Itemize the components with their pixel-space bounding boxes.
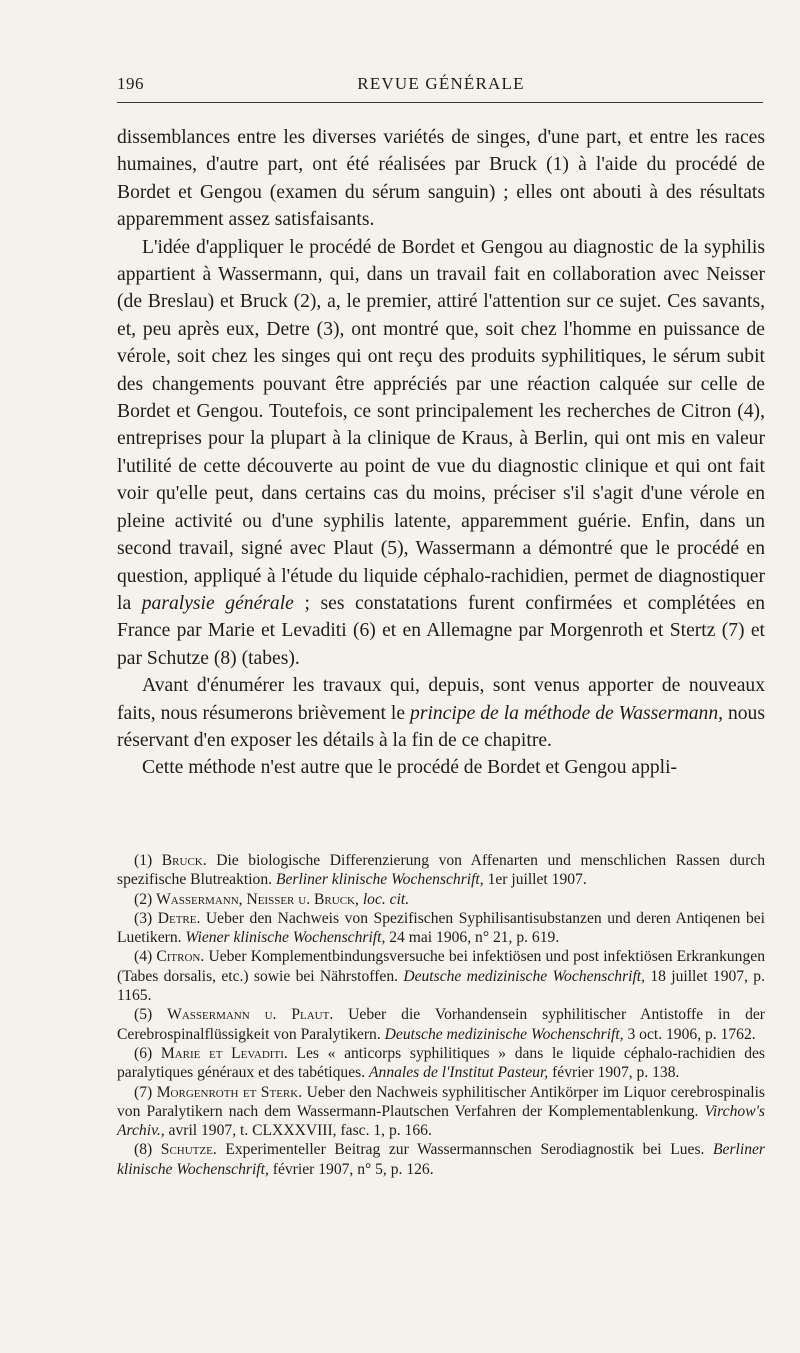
paragraph-4: Cette méthode n'est autre que le procédé de Bordet et Gengou appli-: [142, 757, 678, 779]
footnote-number: (3): [134, 909, 153, 927]
page-header: [117, 74, 765, 100]
footnote-tail: avril 1907, t. CLXXXVIII, fasc. 1, p. 166.: [164, 1122, 432, 1140]
footnote-text: Die biologische Differenzierung von Affenarten und menschlichen Rassen durch spezifische Blutreaktion.: [117, 852, 765, 889]
paragraph-3-part-b: nous réservant d'en exposer les détails à la fin de ce chapitre.: [117, 702, 765, 751]
paragraph-1: dissemblances entre les diverses variétés de singes, d'une part, et entre les races humaines, d'autre part, ont été réalisées par Bruck (1) à l'aide du procédé de Bordet et Gengou (examen du sérum sanguin) ; elles ont abouti à des résultats apparemment assez satisfaisants.: [117, 127, 765, 231]
footnote-7: [117, 1083, 765, 1141]
footnote-journal: Berliner klinische Wochenschrift,: [117, 1141, 765, 1178]
header-rule: [117, 102, 763, 103]
footnote-6: [117, 1044, 765, 1083]
footnote-author: Marie et Levaditi.: [160, 1044, 288, 1062]
paragraph-2-italic: paralysie générale: [141, 592, 294, 614]
footnote-text: Ueber die Vorhandensein syphilitischer Antistoffe in der Cerebrospinalflüssigkeit von Paralytikern.: [117, 1006, 765, 1043]
footnote-tail: 3 oct. 1906, p. 1762.: [623, 1025, 756, 1043]
paragraph-2: [117, 234, 765, 673]
footnote-text: Ueber den Nachweis syphilitischer Antikörper im Liquor cerebrospinalis von Paralytikern nach dem Wassermann-Plautschen Verfahren der Komplementablenkung.: [117, 1083, 765, 1120]
footnote-number: (1): [134, 852, 153, 869]
footnote-author: Bruck.: [161, 852, 207, 869]
footnote-text: Ueber den Nachweis von Spezifischen Syphilisantisubstanzen und deren Antiqenen bei Luetikern.: [117, 909, 765, 947]
footnote-author: Schutze.: [160, 1141, 217, 1159]
footnote-author: Wassermann, Neisser u. Bruck,: [156, 890, 359, 908]
footnote-number: (6): [134, 1044, 153, 1062]
footnote-4: [117, 947, 765, 1005]
paragraph-2-part-b: ; ses constatations furent confirmées et complétées en France par Marie et Levaditi (6) et en Allemagne par Morgenroth et Stertz (7) et par Schutze (8) (tabes).: [117, 592, 765, 669]
paragraph-3-part-a: Avant d'énumérer les travaux qui, depuis, sont venus apporter de nouveaux faits, nous résumerons brièvement le: [117, 675, 765, 724]
footnote-tail: 1er juillet 1907.: [483, 871, 587, 889]
footnote-tail: 24 mai 1906, n° 21, p. 619.: [385, 929, 560, 947]
footnote-number: (7): [134, 1083, 153, 1101]
footnote-tail: février 1907, p. 138.: [548, 1064, 680, 1082]
footnote-journal: loc. cit.: [362, 890, 410, 908]
paragraph-3-italic: principe de la méthode de Wassermann,: [410, 702, 724, 724]
footnote-number: (8): [134, 1141, 153, 1159]
footnote-tail: février 1907, n° 5, p. 126.: [268, 1160, 434, 1178]
footnote-journal: Annales de l'Institut Pasteur,: [369, 1064, 549, 1082]
footnote-number: (5): [134, 1006, 153, 1024]
footnote-author: Citron.: [156, 948, 205, 966]
body-text: [117, 124, 765, 782]
footnote-text: Experimenteller Beitrag zur Wassermannschen Serodiagnostik bei Lues.: [216, 1141, 714, 1159]
footnote-1: [117, 851, 765, 890]
footnote-author: Morgenroth et Sterk.: [156, 1083, 303, 1101]
paragraph-2-part-a: L'idée d'appliquer le procédé de Bordet et Gengou au diagnostic de la syphilis appartient à Wassermann, qui, dans un travail fait en collaboration avec Neisser (de Breslau) et Bruck (2), a, le premier, attiré l'attention sur ce sujet. Ces savants, et, peu après eux, Detre (3), ont montré que, soit chez l'homme en puissance de vérole, soit chez les singes qui ont reçu des produits syphilitiques, le sérum subit des changements pouvant être appréciés par une réaction calquée sur celle de Bordet et Gengou. Toutefois, ce sont principalement les recherches de Citron (4), entreprises pour la plupart à la clinique de Kraus, à Berlin, qui ont mis en valeur l'utilité de cette découverte au point de vue du diagnostic clinique et qui ont fait voir qu'elle peut, dans certains cas du moins, préciser s'il s'agit d'une vérole en pleine activité ou d'une syphilis latente, apparemment guérie. Enfin, dans un second travail, signé avec Plaut (5), Wassermann a démontré que le procédé en question, appliqué à l'étude du liquide céphalo-rachidien, permet de diagnostiquer la: [117, 236, 765, 614]
footnote-2: [117, 890, 765, 909]
footnote-journal: Berliner klinische Wochenschrift,: [275, 871, 484, 889]
book-page: [117, 74, 765, 1178]
page-number: 196: [117, 74, 144, 93]
footnote-5: [117, 1005, 765, 1044]
footnotes: [117, 851, 765, 1179]
footnote-journal: Virchow's Archiv.,: [117, 1102, 765, 1140]
paragraph-3: [117, 672, 765, 754]
running-title: REVUE GÉNÉRALE: [357, 74, 525, 93]
footnote-number: (4): [134, 948, 153, 966]
footnote-author: Wassermann u. Plaut.: [167, 1006, 334, 1024]
footnote-tail: 18 juillet 1907, p. 1165.: [117, 967, 765, 1005]
footnote-journal: Deutsche medizinische Wochenschrift,: [384, 1025, 624, 1043]
footnote-journal: Deutsche medizinische Wochenschrift,: [403, 967, 646, 985]
footnote-3: [117, 909, 765, 948]
footnote-number: (2): [134, 890, 153, 908]
footnote-journal: Wiener klinische Wochenschrift,: [185, 929, 386, 947]
footnote-text: Ueber Komplementbindungsversuche bei infektiösen und post infektiösen Erkrankungen (Tabes dorsalis, etc.) sowie bei Nährstoffen.: [117, 948, 765, 985]
footnote-text: Les « anticorps syphilitiques » dans le liquide céphalo-rachidien des paralytiques généraux et des tabétiques.: [117, 1044, 765, 1082]
footnote-8: [117, 1140, 765, 1179]
footnote-author: Detre.: [157, 909, 201, 927]
